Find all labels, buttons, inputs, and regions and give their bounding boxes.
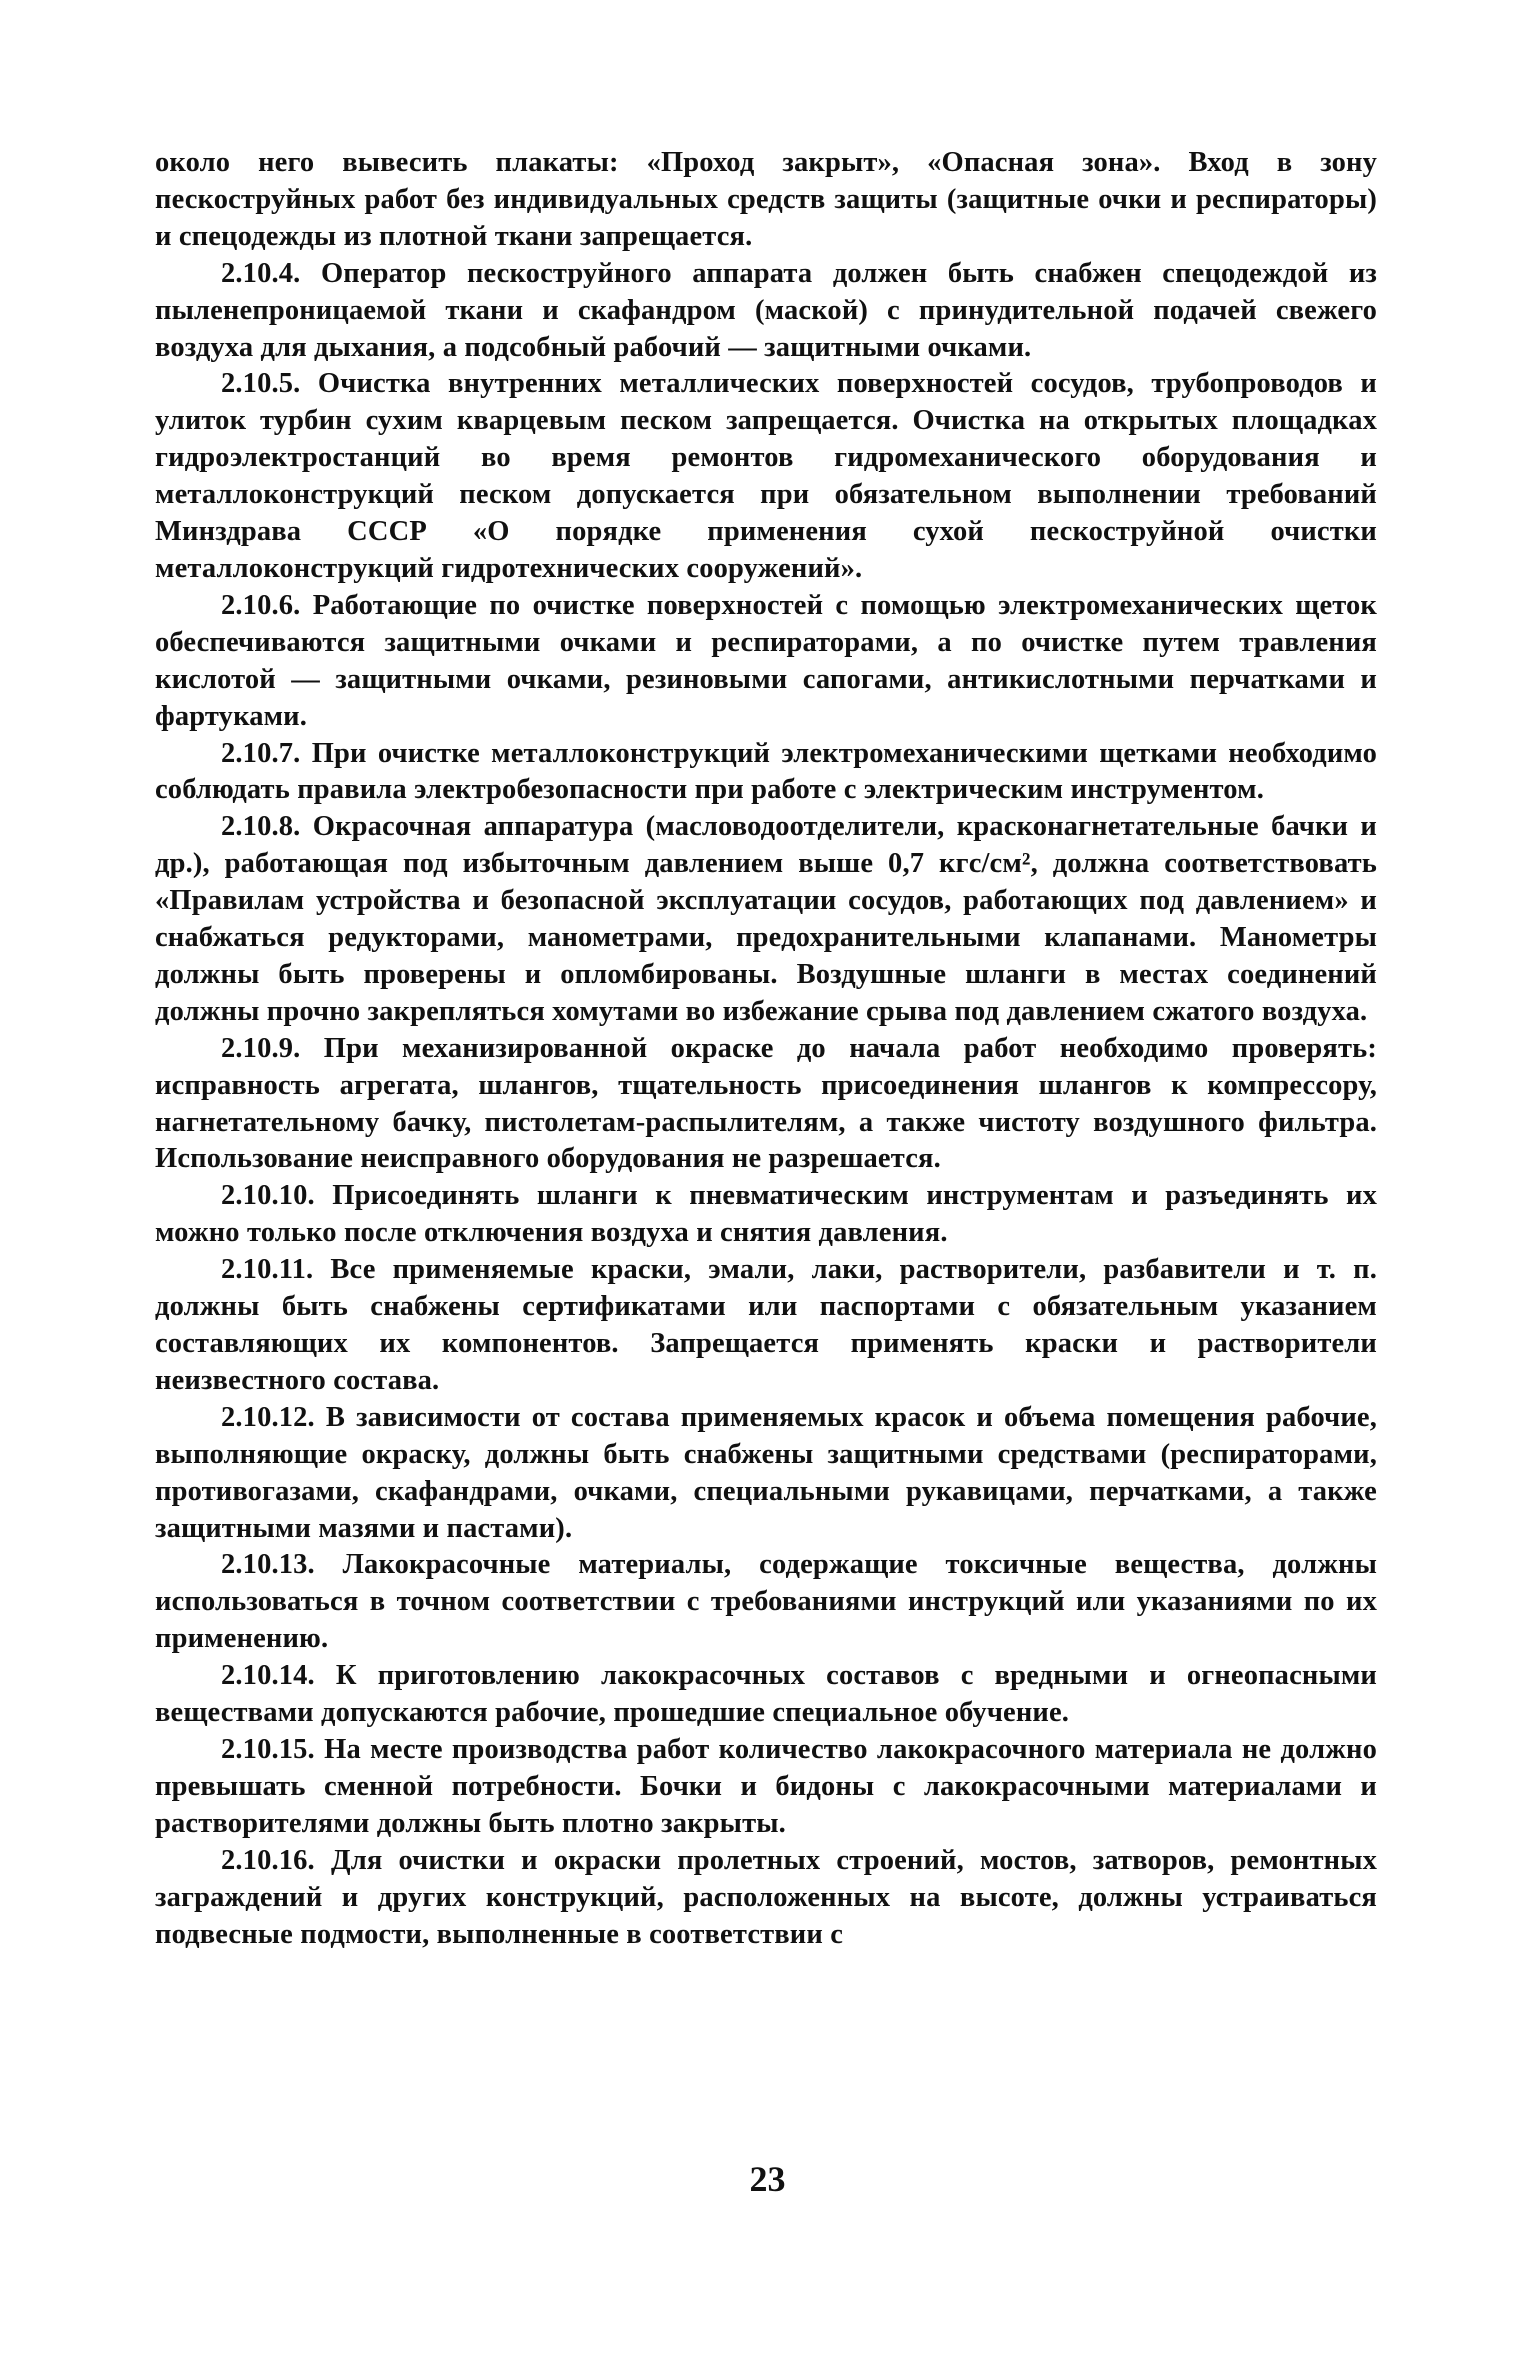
paragraph-2-10-4 <box>155 256 1377 367</box>
paragraph-2-10-7 <box>155 736 1377 810</box>
paragraph-number: 2.10.6. <box>221 589 301 621</box>
paragraph-2-10-5 <box>155 366 1377 587</box>
paragraph-2-10-6 <box>155 588 1377 736</box>
paragraph-text: К приготовлению лакокрасочных составов с вредными и огнеопасными веществами допускаются рабочие, прошедшие специальное обучение. <box>155 1660 1377 1729</box>
paragraph-text: Для очистки и окраски пролетных строений, мостов, затворов, ремонтных заграждений и других конструкций, расположенных на высоте, должны устраиваться подвесные подмости, выполненные в соответствии с <box>155 1844 1378 1950</box>
paragraph-text: На месте производства работ количество лакокрасочного материала не должно превышать сменной потребности. Бочки и бидоны с лакокрасочными материалами и растворителями должны быть плотно закрыты. <box>155 1733 1378 1839</box>
paragraph-text: Все применяемые краски, эмали, лаки, растворители, разбавители и т. п. должны быть снабжены сертификатами или паспортами с обязательным указанием составляющих их компонентов. Запрещается применять краски и растворители неизвестного состава. <box>155 1254 1377 1396</box>
paragraph-number: 2.10.8. <box>221 811 301 843</box>
paragraph-text: Лакокрасочные материалы, содержащие токсичные вещества, должны использоваться в точном соответствии с требованиями инструкций или указаниями по их применению. <box>155 1549 1377 1655</box>
paragraph-2-10-11 <box>155 1252 1377 1400</box>
paragraph-2-10-9 <box>155 1031 1377 1179</box>
paragraph-text: При очистке металлоконструкций электромеханическими щетками необходимо соблюдать правила электробезопасности при работе с электрическим инструментом. <box>155 737 1377 806</box>
paragraph-text: Очистка внутренних металлических поверхностей сосудов, трубопроводов и улиток турбин сухим кварцевым песком запрещается. Очистка на открытых площадках гидроэлектростанций во время ремонтов гидромеханического оборудования и металлоконструкций песком допускается при обязательном выполнении требований Минздрава СССР «О порядке применения сухой пескоструйной очистки металлоконструкций гидротехнических сооружений». <box>155 368 1377 584</box>
paragraph-number: 2.10.9. <box>221 1032 301 1064</box>
paragraph-text: Работающие по очистке поверхностей с помощью электромеханических щеток обеспечиваются защитными очками и респираторами, а по очистке путем травления кислотой — защитными очками, резиновыми сапогами, антикислотными перчатками и фартуками. <box>155 589 1377 732</box>
paragraph-text: При механизированной окраске до начала работ необходимо проверять: исправность агрегата, шлангов, тщательность присоединения шлангов к компрессору, нагнетательному бачку, пистолетам-распылителям, а также чистоту воздушного фильтра. Использование неисправного оборудования не разрешается. <box>155 1032 1377 1175</box>
paragraph-text: Присоединять шланги к пневматическим инструментам и разъединять их можно только после отключения воздуха и снятия давления. <box>155 1180 1377 1249</box>
paragraph-2-10-16 <box>155 1843 1377 1954</box>
paragraph-number: 2.10.12. <box>221 1401 315 1433</box>
paragraph-number: 2.10.11. <box>221 1254 314 1286</box>
paragraph-2-10-14 <box>155 1658 1377 1732</box>
paragraph-text: Оператор пескоструйного аппарата должен быть снабжен спецодеждой из пыленепроницаемой ткани и скафандром (маской) с принудительной подачей свежего воздуха для дыхания, а подсобный рабочий — защитными очками. <box>155 257 1377 363</box>
paragraph-text: около него вывесить плакаты: «Проход закрыт», «Опасная зона». Вход в зону пескоструйных работ без индивидуальных средств защиты (защитные очки и респираторы) и спецодежды из плотной ткани запрещается. <box>155 147 1377 252</box>
document-body <box>155 145 1377 1953</box>
paragraph-number: 2.10.5. <box>221 368 301 400</box>
paragraph-number: 2.10.16. <box>221 1844 315 1876</box>
paragraph-text: В зависимости от состава применяемых красок и объема помещения рабочие, выполняющие окраску, должны быть снабжены защитными средствами (респираторами, противогазами, скафандрами, очками, специальными рукавицами, перчатками, а также защитными мазями и пастами). <box>155 1401 1377 1544</box>
paragraph-number: 2.10.15. <box>221 1733 315 1765</box>
paragraph-number: 2.10.7. <box>221 737 301 769</box>
paragraph-2-10-13 <box>155 1547 1377 1658</box>
paragraph-2-10-8 <box>155 809 1377 1030</box>
paragraph-intro <box>155 145 1377 256</box>
paragraph-2-10-15 <box>155 1732 1377 1843</box>
paragraph-text: Окрасочная аппаратура (масловодоотделители, красконагнетательные бачки и др.), работающая под избыточным давлением выше 0,7 кгс/см², должна соответствовать «Правилам устройства и безопасной эксплуатации сосудов, работающих под давлением» и снабжаться редукторами, манометрами, предохранительными клапанами. Манометры должны быть проверены и опломбированы. Воздушные шланги в местах соединений должны прочно закрепляться хомутами во избежание срыва под давлением сжатого воздуха. <box>155 811 1377 1027</box>
page-number: 23 <box>749 2159 786 2199</box>
paragraph-number: 2.10.10. <box>221 1180 315 1212</box>
paragraph-2-10-10 <box>155 1178 1377 1252</box>
paragraph-number: 2.10.13. <box>221 1549 315 1581</box>
paragraph-2-10-12 <box>155 1400 1377 1548</box>
paragraph-number: 2.10.14. <box>221 1660 315 1692</box>
paragraph-number: 2.10.4. <box>221 257 301 289</box>
